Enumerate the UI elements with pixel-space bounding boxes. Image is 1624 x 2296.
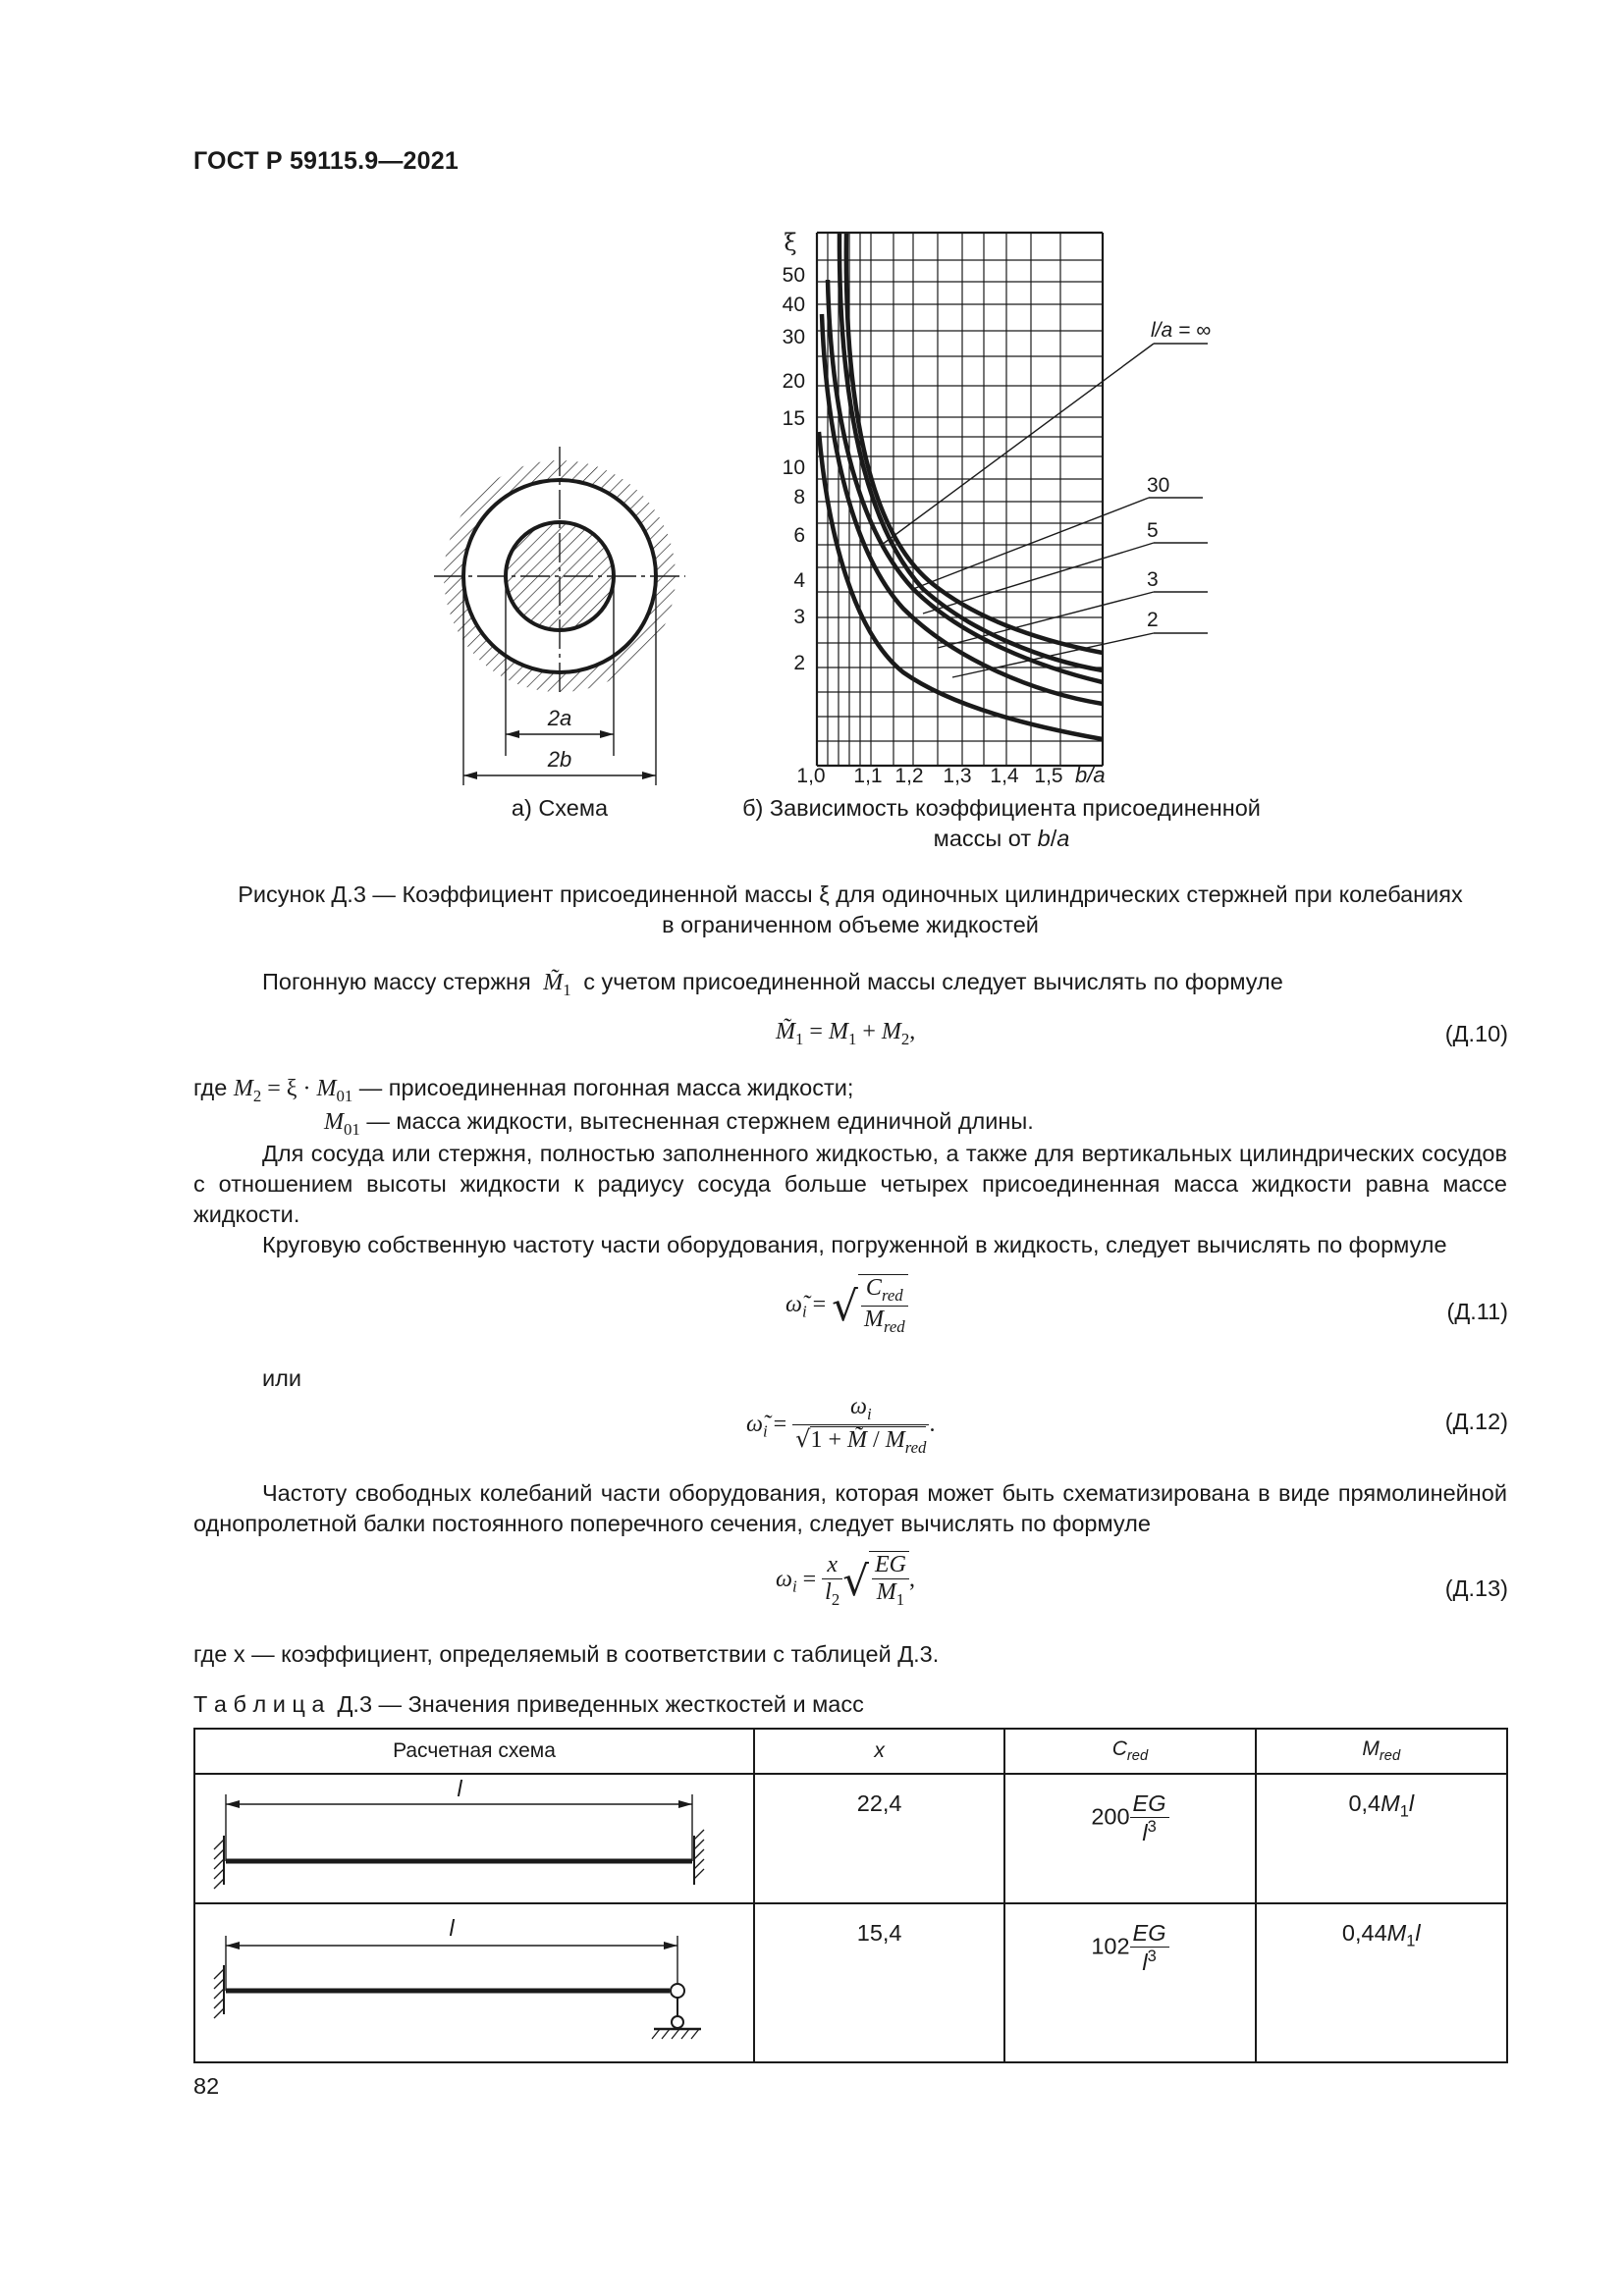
curve-leader [882, 344, 1154, 545]
xi-curve [839, 233, 1103, 670]
x-tick-label: 1,5 [1034, 765, 1063, 787]
cell-x: 15,4 [754, 1903, 1004, 2062]
x-tick-label: 1,1 [853, 765, 883, 787]
equation-d12-number: (Д.12) [1444, 1409, 1508, 1434]
paragraph-linear-mass [193, 967, 1507, 1005]
y-tick-label: 30 [782, 326, 805, 348]
y-tick-label: 40 [782, 294, 805, 316]
curve-label: 3 [1147, 568, 1159, 591]
page-number: 82 [193, 2073, 220, 2099]
x-tick-label: 1,0 [796, 765, 826, 787]
span-label: l [449, 1915, 455, 1941]
beam-fixed-fixed-diagram [196, 1775, 752, 1896]
graph-subcaption-line2: массы от b/a [933, 826, 1070, 851]
curve-labels [1147, 319, 1211, 631]
where2-text: — масса жидкости, вытесненная стержнем единичной длины. [366, 1108, 1034, 1134]
equation-d11-number: (Д.11) [1446, 1299, 1508, 1324]
header-m: $M_{red}$ [1256, 1729, 1507, 1774]
paragraph-x-coefficient: где x — коэффициент, определяемый в соответствии с таблицей Д.3. [193, 1641, 940, 1667]
x-tick-label: 1,4 [990, 765, 1019, 787]
figure-caption-line2: в ограниченном объеме жидкостей [662, 912, 1039, 937]
curve-leader [923, 543, 1154, 614]
p1-before: Погонную массу стержня [262, 969, 531, 994]
equation-d10: $M̃_1 = M_1 + M_2$, [776, 1019, 916, 1048]
m2-definition: $M_2 = \xi \cdot M_{01}$ [233, 1076, 353, 1105]
header-scheme: Расчетная схема [194, 1729, 754, 1774]
header-x: x [754, 1729, 1004, 1774]
figure-caption [193, 880, 1507, 940]
graph-subcaption-line1: б) Зависимость коэффициента присоединенной [742, 795, 1261, 821]
y-tick-label: 6 [793, 524, 805, 547]
x-tick-label: 1,2 [894, 765, 924, 787]
paragraph-free-vibration: Частоту свободных колебаний части оборудования, которая может быть схематизирована в виде прямолинейной однопролетной балки постоянного поперечного сечения, следует вычислять по формуле [193, 1480, 1507, 1536]
dim-2b-label: 2b [547, 747, 572, 772]
equation-d11: $\omegã_i$ = √ $\frac{C_{red}}{M_{red}}$ [785, 1274, 908, 1337]
beam-scheme-fixed-pinned [194, 1903, 754, 2062]
table-row [194, 1903, 1507, 2062]
beam-fixed-pinned-diagram [196, 1904, 752, 2056]
where1-text: — присоединенная погонная масса жидкости; [358, 1075, 854, 1100]
curve-label: 30 [1147, 474, 1170, 497]
y-tick-label: 50 [782, 264, 805, 287]
equation-d13-number: (Д.13) [1444, 1575, 1508, 1601]
curve-label: 2 [1147, 609, 1159, 631]
equation-d12: $\omegã_i$ = $\frac{\omega_i}{√1 + M̃ / M_{red}}$ . [746, 1394, 936, 1457]
m1-tilde-symbol: $M̃_1$ [543, 970, 571, 999]
span-label: l [457, 1776, 462, 1801]
document-header: ГОСТ Р 59115.9—2021 [193, 147, 459, 175]
where-line-1 [193, 1073, 1507, 1111]
y-tick-label: 3 [793, 606, 805, 628]
table-caption [193, 1689, 1507, 1720]
scheme-subcaption: а) Схема [511, 795, 609, 821]
equation-d13: $\omega_i$ = $\frac{x}{l_2}$ √ $\frac{EG}{M_1}$ , [776, 1552, 915, 1609]
xi-graph [766, 221, 1237, 795]
dim-2a-label: 2a [547, 706, 572, 730]
graph-subcaption [727, 793, 1276, 854]
y-tick-label: 2 [793, 652, 805, 674]
table-row [194, 1774, 1507, 1903]
cell-m: $0,4M_1l$ [1256, 1774, 1507, 1903]
header-c: $C_{red}$ [1004, 1729, 1255, 1774]
cell-c: 200 $\frac{EG}{l^3}$ [1004, 1774, 1255, 1903]
y-tick-label: 10 [782, 456, 805, 479]
y-tick-label: 4 [793, 569, 805, 592]
x-tick-label: 1,3 [943, 765, 972, 787]
table-header-row [194, 1729, 1507, 1774]
cell-c: 102 $\frac{EG}{l^3}$ [1004, 1903, 1255, 2062]
paragraph-circular-frequency: Круговую собственную частоту части оборудования, погруженной в жидкость, следует вычислять по формуле [262, 1232, 1447, 1257]
figure-caption-line1: Рисунок Д.3 — Коэффициент присоединенной массы ξ для одиночных цилиндрических стержней при колебаниях [238, 881, 1463, 907]
xi-curve [846, 233, 1103, 653]
y-tick-labels [783, 264, 806, 674]
m01-symbol: $M_{01}$ [324, 1109, 360, 1139]
table-caption-label: Т а б л и ц а [193, 1691, 325, 1717]
paragraph-added-mass: Для сосуда или стержня, полностью заполненного жидкостью, а также для вертикальных цилиндрических сосудов с отношением высоты жидкости к радиусу сосуда больше четырех присоединенная масса жидкости равна массе жидкости. [193, 1141, 1507, 1227]
cell-m: $0,44M_1l$ [1256, 1903, 1507, 2062]
beam-scheme-fixed-fixed [194, 1774, 754, 1903]
y-axis-symbol: ξ [784, 229, 797, 256]
stiffness-mass-table [193, 1728, 1508, 2063]
y-tick-label: 20 [782, 370, 805, 393]
cell-x: 22,4 [754, 1774, 1004, 1903]
equation-d10-number: (Д.10) [1444, 1021, 1508, 1046]
or-text: или [262, 1365, 301, 1391]
x-axis-label: b/a [1075, 763, 1106, 787]
y-tick-label: 15 [782, 407, 805, 430]
where-prefix: где [193, 1075, 228, 1100]
p1-after: с учетом присоединенной массы следует вычислять по формуле [583, 969, 1283, 994]
x-tick-labels [796, 765, 1062, 787]
graph-leaders [882, 344, 1208, 677]
y-tick-label: 8 [793, 486, 805, 508]
curve-label: l/a = ∞ [1151, 319, 1212, 342]
table-caption-text: Д.3 — Значения приведенных жесткостей и масс [337, 1691, 864, 1717]
cylinder-scheme [422, 442, 687, 805]
curve-label: 5 [1147, 519, 1159, 542]
